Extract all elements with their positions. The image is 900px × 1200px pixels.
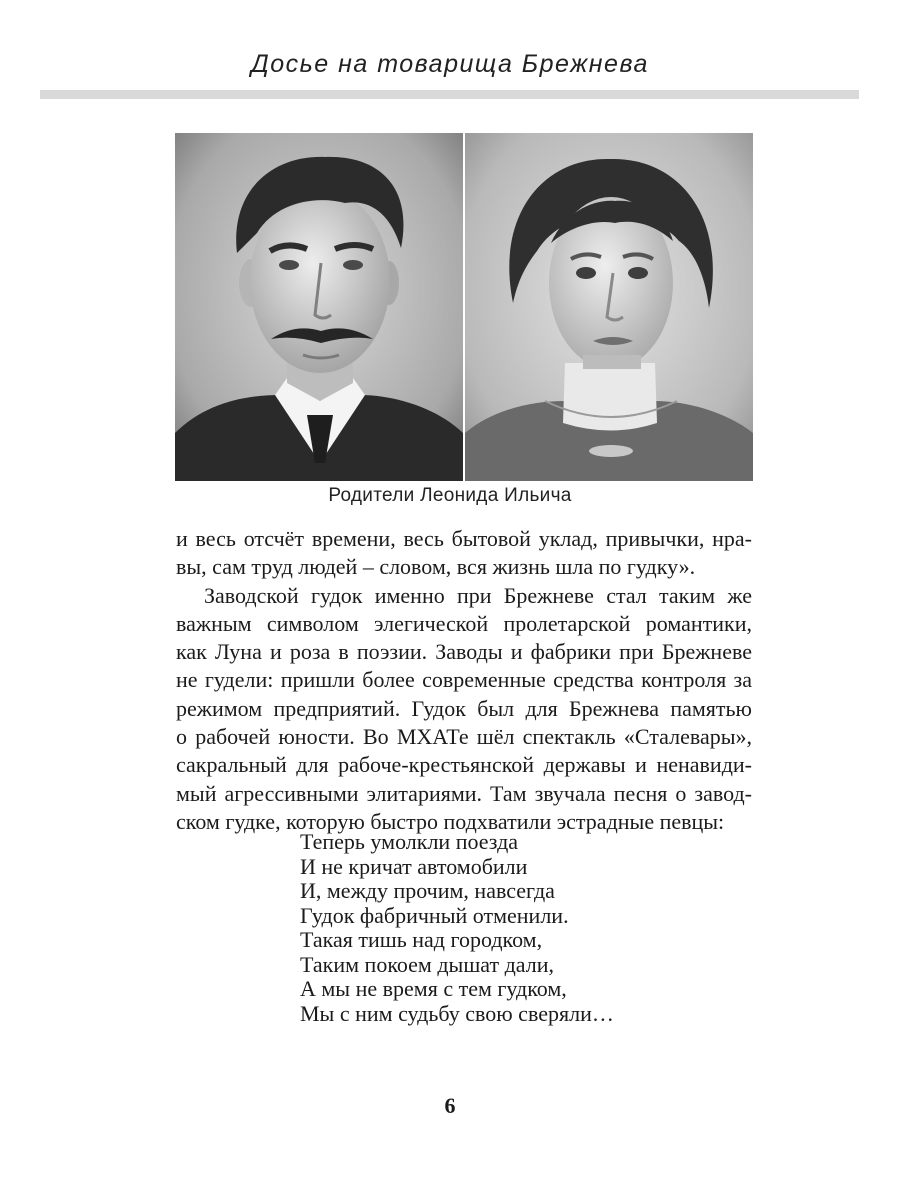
song-verse (300, 830, 614, 1026)
verse-line: И, между прочим, навсегда (300, 878, 555, 903)
father-portrait-image (175, 133, 463, 481)
verse-line: Теперь умолкли поезда (300, 829, 519, 854)
text-line: не гудели: пришли более современные средства контроля за (176, 667, 752, 693)
header-rule (40, 90, 859, 99)
verse-line: Гудок фабричный отменили. (300, 902, 569, 928)
text-line: о рабочей юности. Во МХАТе шёл спектакль «Сталевары», (176, 724, 752, 750)
father-portrait (175, 133, 463, 481)
mother-portrait (465, 133, 753, 481)
mother-portrait-image (465, 133, 753, 481)
verse-line: И не кричат автомобили (300, 853, 528, 879)
page-number: 6 (444, 1093, 456, 1118)
text-line: мый агрессивными элитариями. Там звучала песня о завод- (176, 780, 752, 806)
text-line: важным символом элегической пролетарской романтики, (176, 610, 752, 636)
verse-line: А мы не время с тем гудком, (300, 976, 567, 1001)
photo-caption: Родители Леонида Ильича (328, 485, 572, 506)
running-title: Досье на товарища Брежнева (251, 50, 649, 78)
text-line: сакральный для рабоче-крестьянской державы и ненавиди- (176, 752, 752, 778)
parents-photo (175, 133, 753, 481)
verse-line: Мы с ним судьбу свою сверяли… (300, 1000, 614, 1026)
verse-line: Таким покоем дышат дали, (300, 951, 554, 977)
text-line: и весь отсчёт времени, весь бытовой уклад, привычки, нра- (176, 526, 752, 551)
text-line: Заводской гудок именно при Брежневе стал таким же (204, 582, 752, 608)
text-line: как Луна и роза в поэзии. Заводы и фабрики при Брежневе (176, 639, 752, 665)
text-line: режимом предприятий. Гудок был для Брежнева памятью (176, 695, 752, 721)
text-line: ском гудке, которую быстро подхватили эстрадные певцы: (176, 808, 725, 834)
verse-line: Такая тишь над городком, (300, 927, 543, 952)
body-paragraphs (176, 525, 752, 836)
text-line: вы, сам труд людей – словом, вся жизнь шла по гудку». (176, 554, 696, 580)
